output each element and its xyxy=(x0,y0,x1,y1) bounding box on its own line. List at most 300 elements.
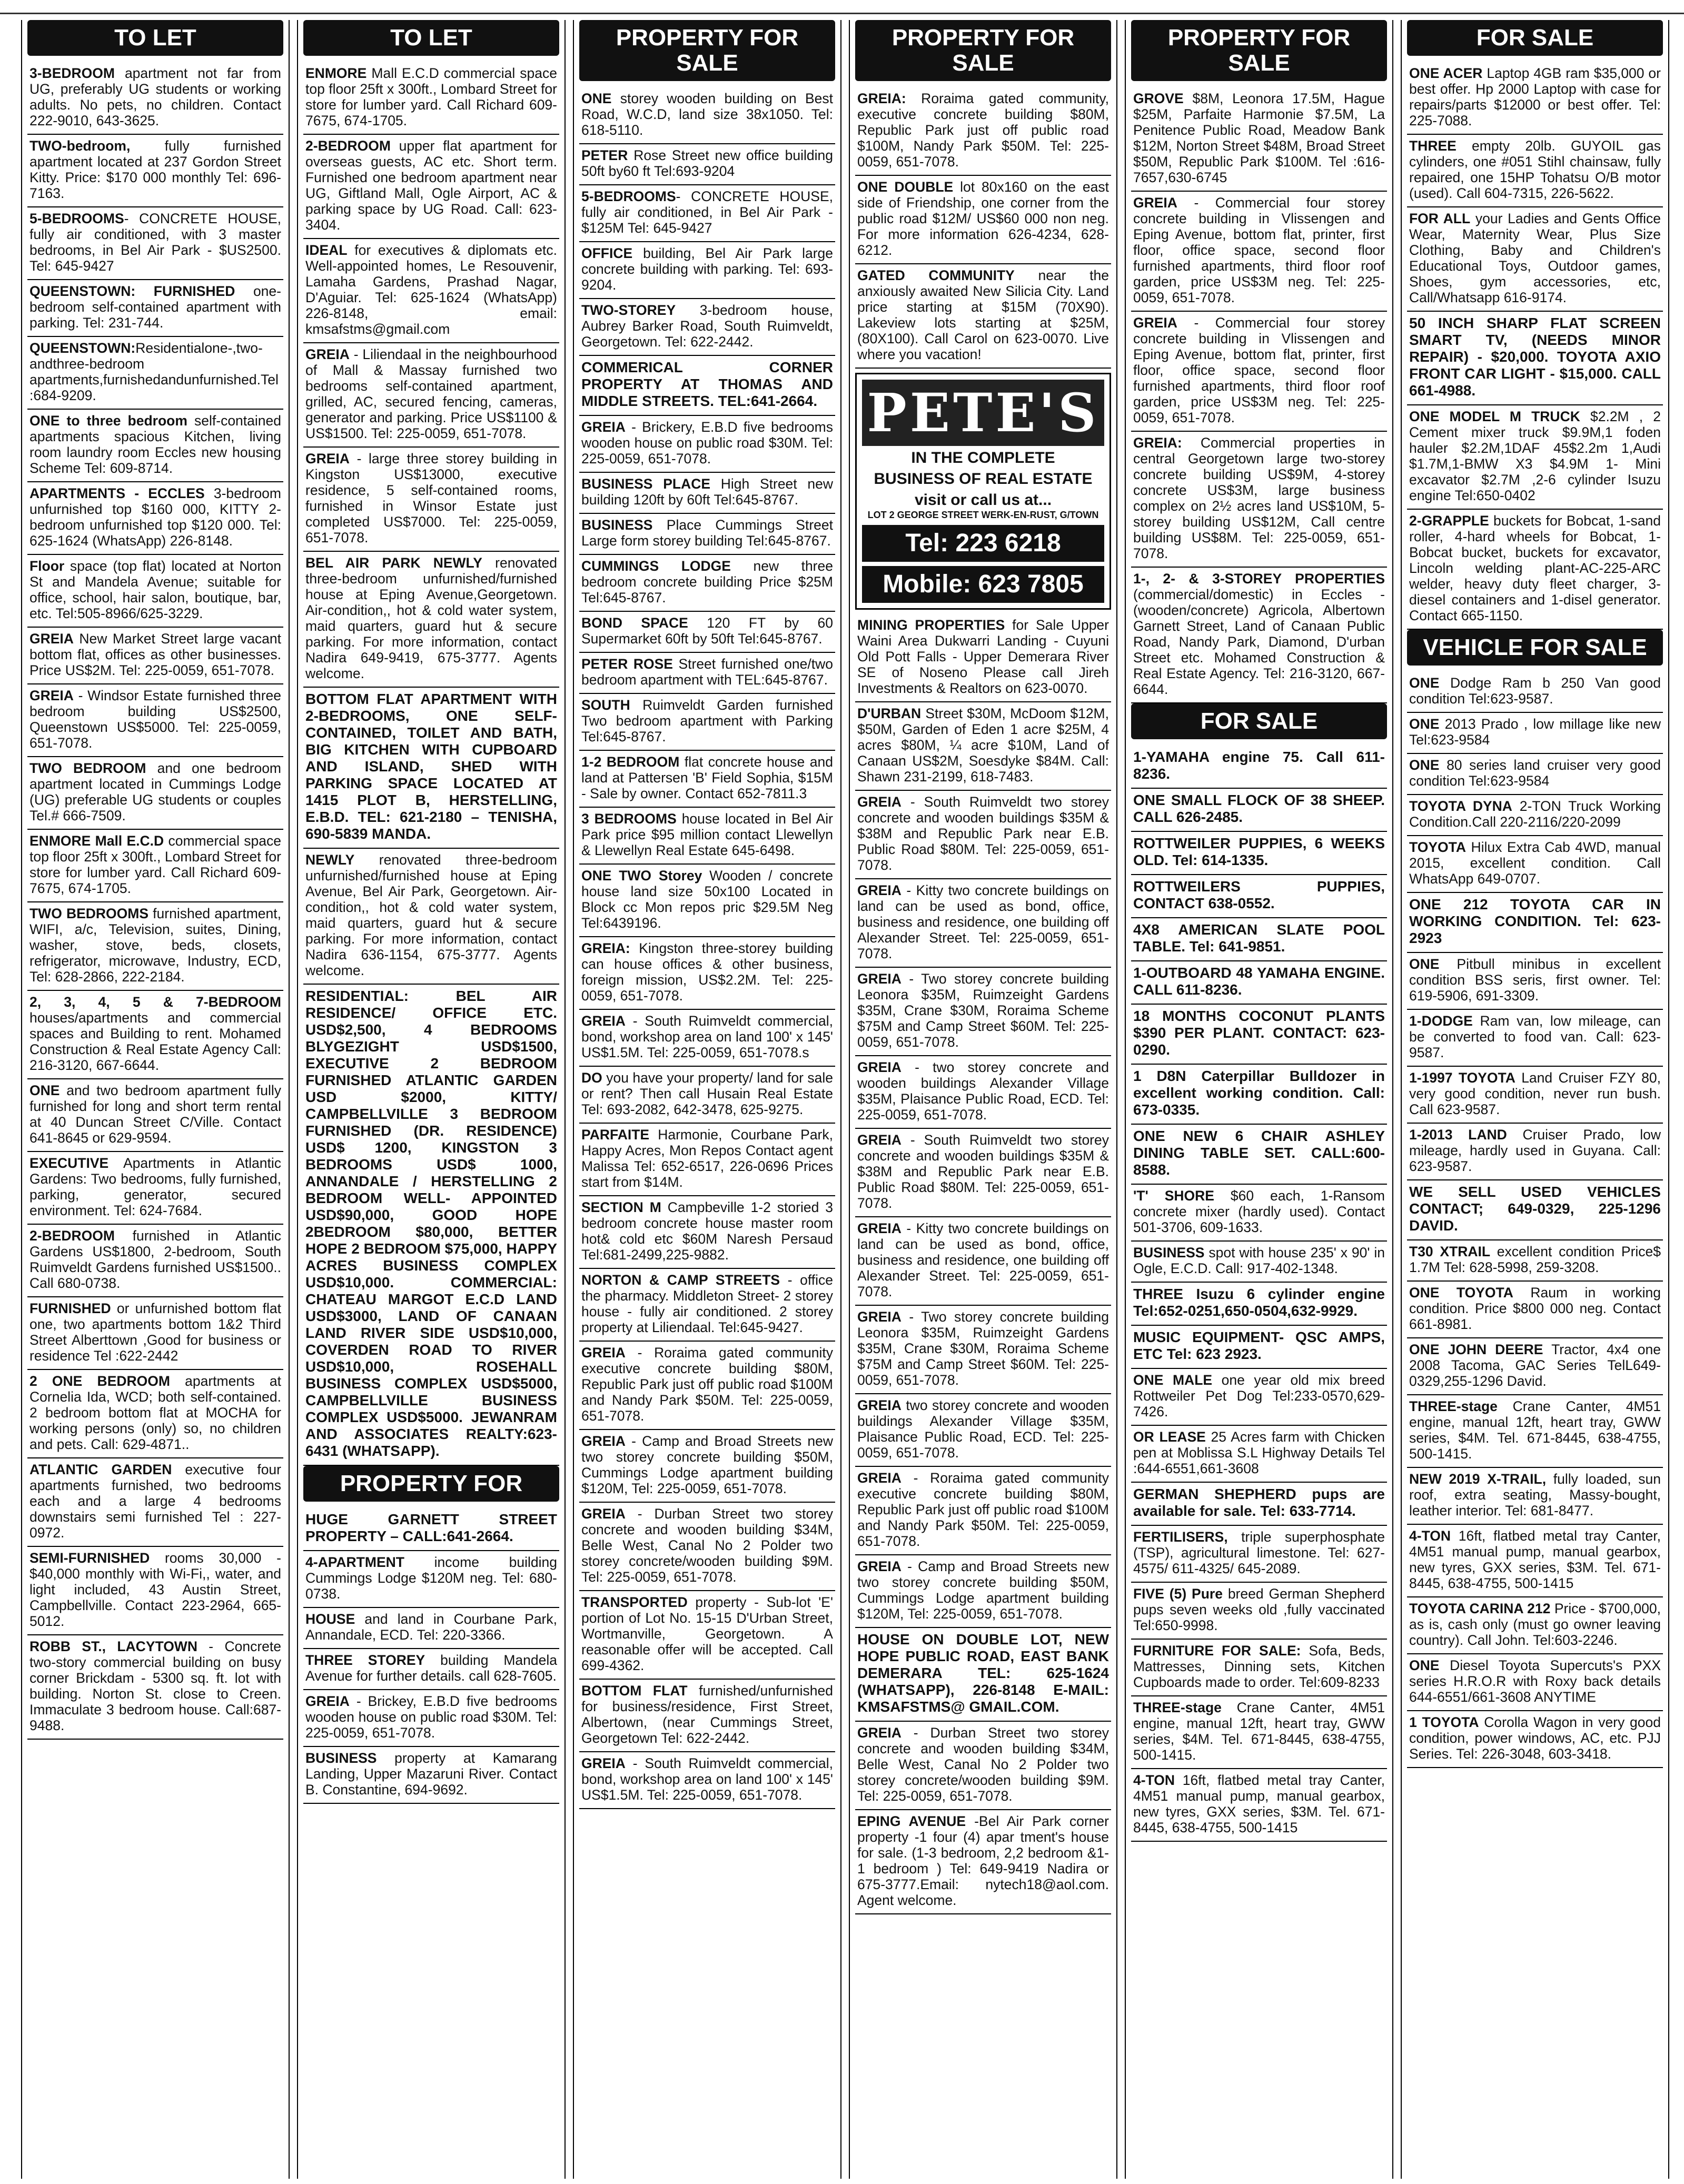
ad-lead: HOUSE xyxy=(305,1611,355,1627)
ad-text: 16ft, flatbed metal tray Canter, 4M51 manual pump, manual gearbox, new tyres, GXX series, $3M. Tel. 671-8445, 638-4755, 500-1415 xyxy=(1133,1772,1385,1835)
ad-lead: Floor xyxy=(29,558,65,574)
ad-lead: QUEENSTOWN: xyxy=(29,340,136,356)
classified-ad xyxy=(855,791,1111,879)
ad-lead: FOR ALL xyxy=(1409,211,1471,226)
ad-lead: GREIA xyxy=(305,346,350,362)
ad-lead: 50 INCH SHARP FLAT SCREEN SMART TV, (NEEDS MINOR REPAIR) - $20,000. TOYOTA AXIO FRONT CAR LIGHT - $15,000. CALL 661-4988. xyxy=(1409,315,1661,399)
classified-ad xyxy=(27,1370,283,1458)
ad-text: Place Cummings Street Large form storey building Tel:645-8767. xyxy=(581,517,833,549)
classified-ad xyxy=(303,849,559,985)
ad-lead: ENMORE xyxy=(305,65,367,81)
classified-ad xyxy=(1407,1124,1663,1180)
classified-ad xyxy=(27,410,283,482)
ad-lead: GREIA: xyxy=(1133,435,1182,451)
ad-text: property - Sub-lot 'E' portion of Lot No. 15-15 D'Urban Street, Wortmanville, Georgetown. A reasonable offer will be accepted. Call 699-4362. xyxy=(581,1594,833,1673)
ad-lead: GREIA xyxy=(857,794,902,810)
section-header: PROPERTY FOR SALE xyxy=(1131,20,1387,81)
classified-ad xyxy=(579,1503,835,1591)
ad-text: - South Ruimveldt commercial, bond, workshop area on land 100' x 145' US$1.5M. Tel: 225-0059, 651-7078.s xyxy=(581,1013,833,1060)
column-to-let-1 xyxy=(21,20,290,2179)
ad-lead: SECTION M xyxy=(581,1199,661,1215)
ad-text: self-contained apartments spacious Kitchen, living room laundry room Eccles new housing Scheme Tel: 609-8714. xyxy=(29,413,281,476)
classified-ad xyxy=(303,239,559,343)
ad-lead: APARTMENTS - ECCLES xyxy=(29,485,205,501)
ad-text: Wooden / concrete house land size 50x100 Located in Block cc Mon repos pric $29.5M Neg Tel:6439196. xyxy=(581,868,833,931)
column-property-for-sale-1 xyxy=(573,20,841,2179)
ad-lead: 18 MONTHS COCONUT PLANTS $390 PER PLANT. CONTACT: 623-0290. xyxy=(1133,1008,1385,1058)
ad-lead: GREIA xyxy=(29,631,74,647)
classified-ad xyxy=(1131,875,1387,918)
ad-lead: PETER ROSE xyxy=(581,656,673,672)
section-header: TO LET xyxy=(303,20,559,56)
ad-lead: OFFICE xyxy=(581,245,633,261)
ad-text: - South Ruimveldt two storey concrete and wooden buildings $35M & $38M and Republic Park near E.B. Public Road $80M. Tel: 225-0059, 651-7078. xyxy=(857,1132,1109,1211)
ad-lead: THREE Isuzu 6 cylinder engine Tel:652-0251,650-0504,632-9929. xyxy=(1133,1286,1385,1319)
ad-lead: 3-BEDROOM xyxy=(29,65,115,81)
ad-text: space (top flat) located at Norton St and Mandela Avenue; suitable for office, school, hair salon, boutique, bar, etc. Tel:505-8966/625-3229. xyxy=(29,558,281,621)
ad-lead: TRANSPORTED xyxy=(581,1594,688,1610)
ad-text: - Camp and Broad Streets new two storey concrete building $50M, Cummings Lodge apartment building $120M, Tel: 225-0059, 651-7078. xyxy=(857,1558,1109,1622)
ad-text: - Liliendaal in the neighbourhood of Mall & Massay furnished two bedrooms self-contained apartment, grilled, AC, secured fencing, cameras, generator and parking. Price US$1100 & US$1500. Tel: 225-0059, 651-7078. xyxy=(305,346,557,441)
ad-lead: 5-BEDROOMS xyxy=(29,211,124,226)
ad-lead: BOTTOM FLAT xyxy=(581,1683,688,1699)
ad-lead: ONE NEW 6 CHAIR ASHLEY DINING TABLE SET. CALL:600-8588. xyxy=(1133,1128,1385,1178)
ad-lead: MINING PROPERTIES xyxy=(857,617,1005,633)
ad-text: or unfurnished bottom flat one, two apartments bottom 1&2 Third Street Alberttown ,Good for business or residence Tel :622-2442 xyxy=(29,1301,281,1364)
classified-ad xyxy=(579,1067,835,1124)
ad-lead: GATED COMMUNITY xyxy=(857,267,1015,283)
ad-text: Pitbull minibus in excellent condition BSS seris, first owner. Tel: 619-5906, 691-3309. xyxy=(1409,956,1661,1004)
classified-ad xyxy=(303,688,559,849)
ad-lead: OR LEASE xyxy=(1133,1429,1206,1445)
ad-text: 120 FT by 60 Supermarket 60ft by 50ft Tel:645-8767. xyxy=(581,615,833,647)
classified-ad xyxy=(855,1306,1111,1394)
ad-lead: 1-1997 TOYOTA xyxy=(1409,1070,1515,1086)
classified-ad xyxy=(303,1649,559,1690)
ad-text: renovated three-bedroom unfurnished/furnished house at Eping Avenue,Georgetown. Air-condition,, hot & cold water system, maid quarters, guard hut & secure parking. For more information, contact Nadira 649-9419, 675-3777. Agents welcome. xyxy=(305,555,557,681)
ad-lead: ONE xyxy=(581,91,612,106)
ad-lead: 3 BEDROOMS xyxy=(581,811,677,827)
classified-ad xyxy=(855,702,1111,791)
ad-lead: ROBB ST., LACYTOWN xyxy=(29,1639,197,1654)
ad-lead: RESIDENTIAL: BEL AIR RESIDENCE/ OFFICE ETC. USD$2,500, 4 BEDROOMS BLYGEZIGHT USD$1500, EXECUTIVE 2 BEDROOM FURNISHED ATLANTIC GARDEN USD $2000, KITTY/ CAMPBELLVILLE 3 BEDROOM FURNISHED (DR. RESIDENCE) USD$ 1200, KINGSTON 3 BEDROOMS USD$ 1000, ANNANDALE / HERSTELLING 2 BEDROOM WELL- APPOINTED USD$90,000, GOOD HOPE 2BEDROOM $80,000, BETTER HOPE 2 BEDROOM $75,000, HAPPY ACRES BUSINESS COMPLEX USD$10,000. COMMERCIAL: CHATEAU MARGOT E.C.D LAND USD$3000, LAND OF CANAAN LAND RIVER SIDE USD$10,000, COVERDEN ROAD TO RIVER USD$10,000, ROSEHALL BUSINESS COMPLEX USD$5000, CAMPBELLVILLE BUSINESS COMPLEX USD$5000. JEWANRAM AND ASSOCIATES REALTY:623-6431 (WHATSAPP). xyxy=(305,988,557,1459)
ad-text: buckets for Bobcat, 1-sand roller, 4-hard wheels for Bobcat, 1-Bobcat bucket, buckets for excavator, Lincoln welding plant-AC-225-ARC welder, heavy duty fleet charger, 3-diesel containers and 1-disel generator. Contact 665-1150. xyxy=(1409,513,1661,623)
classified-ad xyxy=(855,1129,1111,1217)
ad-text: - two storey concrete and wooden buildings Alexander Village $35M, Plaisance Public Road, ECD. Tel: 225-0059, 651-7078. xyxy=(857,1059,1109,1123)
classified-ad xyxy=(1131,1185,1387,1242)
classified-ad xyxy=(27,1635,283,1740)
classified-ad xyxy=(579,1752,835,1809)
ad-text: empty 20lb. GUYOIL gas cylinders, one #051 Stihl chainsaw, fully repaired, one 15HP Tohatsu O/B motor (used). Call 604-7315, 226-5622. xyxy=(1409,138,1661,201)
classified-ad xyxy=(579,1342,835,1430)
ad-lead: BOTTOM FLAT APARTMENT WITH 2-BEDROOMS, ONE SELF-CONTAINED, TOILET AND BATH, BIG KITCHEN WITH CUPBOARD AND ISLAND, SHED WITH PARKING SPACE LOCATED AT 1415 PLOT B, HERSTELLING, E.B.D. TEL: 621-2180 – TENISHA, 690-5839 MANDA. xyxy=(305,691,557,842)
ad-lead: CUMMINGS LODGE xyxy=(581,558,731,574)
ad-text: Crane Canter, 4M51 engine, manual 12ft, heart tray, GWW series, $4M. Tel. 671-8445, 638-4755, 500-1415. xyxy=(1409,1398,1661,1462)
ad-lead: BUSINESS PLACE xyxy=(581,476,711,492)
column-property-for-sale-3 xyxy=(1125,20,1393,2179)
classified-ad xyxy=(303,552,559,688)
ad-lead: HUGE GARNETT STREET PROPERTY – CALL:641-2664. xyxy=(305,1511,557,1544)
ad-text: - Two storey concrete building Leonora $35M, Ruimzeight Gardens $35M, Crane $30M, Roraima Scheme $75M and Camp Street $60M. Tel: 225-0059, 651-7078. xyxy=(857,1309,1109,1388)
ad-text: Tractor, 4x4 one 2008 Tacoma, GAC Series TelL649-0329,255-1296 David. xyxy=(1409,1342,1661,1389)
ad-text: Apartments in Atlantic Gardens: Two bedrooms, fully furnished, parking, generator, secured environment. Tel: 624-7684. xyxy=(29,1155,281,1218)
classified-ad xyxy=(855,1628,1111,1722)
section-header: PROPERTY FOR SALE xyxy=(855,20,1111,81)
ad-lead: GREIA xyxy=(857,1558,902,1574)
ad-text: apartments at Cornelia Ida, WCD; both self-contained. 2 bedroom bottom flat at MOCHA for working persons (only) so, no children and pets. Call: 629-4871.. xyxy=(29,1373,282,1452)
classified-ad xyxy=(579,242,835,299)
ad-lead: FIVE (5) Pure xyxy=(1133,1586,1223,1602)
ad-lead: GREIA xyxy=(305,451,350,466)
classified-ad xyxy=(579,937,835,1010)
ad-text: furnished/unfurnished for business/residence, First Street, Albertown, (near Cummings Street, Georgetown Tel: 622-2442. xyxy=(581,1683,833,1746)
ad-lead: TWO BEDROOM xyxy=(29,760,146,776)
classified-ad xyxy=(1407,754,1663,795)
classified-ad xyxy=(1131,918,1387,961)
ad-text: flat concrete house and land at Pattersen 'B' Field Sophia, $15M - Sale by owner. Contact 652-7811.3 xyxy=(581,754,834,801)
classified-ad xyxy=(1407,312,1663,405)
classified-ad xyxy=(579,299,835,356)
classified-ad xyxy=(855,614,1111,702)
ad-lead: TOYOTA xyxy=(1409,839,1466,855)
ad-lead: EXECUTIVE xyxy=(29,1155,109,1171)
ad-text: Sofa, Beds, Mattresses, Dinning sets, Kitchen Cupboards made to order. Tel:609-8233 xyxy=(1133,1643,1385,1690)
classified-ad xyxy=(579,751,835,808)
ad-lead: GREIA xyxy=(857,1059,902,1075)
classified-ad xyxy=(1131,432,1387,568)
ad-text: upper flat apartment for overseas guests, AC etc. Short term. Furnished one bedroom apartment near UG, Giftland Mall, Ogle Airport, AC & parking space by UG Road. Call: 623-3404. xyxy=(305,138,557,233)
ad-text: 3-bedroom house, Aubrey Barker Road, South Ruimveldt, Georgetown. Tel: 622-2442. xyxy=(581,302,833,350)
ad-text: Kingston three-storey building can house offices & other business, foreign mission, US$2.2M. Tel: 225-0059, 651-7078. xyxy=(581,940,833,1004)
ad-lead: NORTON & CAMP STREETS xyxy=(581,1272,780,1288)
ad-lead: QUEENSTOWN: FURNISHED xyxy=(29,283,235,299)
ad-text: Hilux Extra Cab 4WD, manual 2015, excellent condition. Call WhatsApp 649-0707. xyxy=(1409,839,1661,887)
ad-lead: T30 XTRAIL xyxy=(1409,1244,1491,1259)
classified-columns xyxy=(21,20,1669,2179)
classified-ad xyxy=(1131,746,1387,789)
classified-ad xyxy=(1407,1010,1663,1067)
ad-lead: 5-BEDROOMS xyxy=(581,188,676,204)
ad-lead: 1-YAMAHA engine 75. Call 611-8236. xyxy=(1133,749,1385,782)
ad-text: storey wooden building on Best Road, W.C.D, land size 38x1050. Tel: 618-5110. xyxy=(581,91,833,138)
ad-text: executive four apartments furnished, two bedrooms each and a large 4 bedrooms downstairs semi furnished Tel : 227-0972. xyxy=(29,1462,281,1541)
ad-text: $60 each, 1-Ransom concrete mixer (hardly used). Contact 501-3706, 609-1633. xyxy=(1133,1188,1385,1235)
ad-text: - office the pharmacy. Middleton Street- 2 storey house - fully air conditioned. 2 storey property at Liliendaal. Tel:645-9427. xyxy=(581,1272,833,1335)
classified-ad xyxy=(1131,1125,1387,1185)
ad-text: near the anxiously awaited New Silicia City. Land price starting at $15M (70X90). Lakeview lots starting at $25M, (80X100). Call Carol on 623-0070. Live where you vacation! xyxy=(857,267,1109,362)
section-header: FOR SALE xyxy=(1131,703,1387,739)
ad-lead: 1-, 2- & 3-STOREY PROPERTIES xyxy=(1133,571,1385,587)
classified-ad xyxy=(579,808,835,865)
ad-text: New Market Street large vacant bottom flat, offices as other businesses. Price US$2M. Tel: 225-0059, 651-7078. xyxy=(29,631,281,678)
classified-ad xyxy=(1407,510,1663,630)
petes-address: LOT 2 GEORGE STREET WERK-EN-RUST, G/TOWN xyxy=(867,510,1099,520)
ad-lead: THREE xyxy=(1409,138,1457,154)
classified-ad xyxy=(855,1722,1111,1810)
classified-ad xyxy=(1131,1526,1387,1583)
ad-lead: ENMORE Mall E.C.D xyxy=(29,833,164,849)
ad-text: Raum in working condition. Price $800 000 neg. Contact 661-8981. xyxy=(1409,1285,1661,1332)
ad-text: - Camp and Broad Streets new two storey concrete building $50M, Cummings Lodge apartment building $120M, Tel: 225-0059, 651-7078. xyxy=(581,1433,833,1496)
classified-ad xyxy=(855,1217,1111,1306)
ad-text: fully loaded, sun roof, extra seating, Massy-bought, leather interior. Tel: 681-8477. xyxy=(1409,1471,1661,1518)
ad-text: 2-TON Truck Working Condition.Call 220-2116/220-2099 xyxy=(1409,798,1661,830)
classified-ad xyxy=(27,207,283,280)
ad-lead: D'URBAN xyxy=(857,706,922,721)
classified-ad xyxy=(27,830,283,902)
ad-text: - Durban Street two storey concrete and wooden building $34M, Belle West, Canal No 2 Polder two storey concrete/wooden building $9M. Tel: 225-0059, 651-7078. xyxy=(857,1725,1109,1804)
classified-ad xyxy=(579,144,835,185)
ad-text: property at Kamarang Landing, Upper Mazaruni River. Contact B. Constantine, 694-9692. xyxy=(305,1750,557,1798)
classified-ad xyxy=(1131,87,1387,192)
ad-text: one-bedroom self-contained apartment with parking. Tel: 231-744. xyxy=(29,283,281,331)
ad-text: - Brickey, E.B.D five bedrooms wooden house on public road $30M. Tel: 225-0059, 651-7078. xyxy=(305,1693,557,1741)
ad-lead: GREIA xyxy=(857,971,902,987)
ad-lead: GREIA xyxy=(305,1693,350,1709)
classified-ad xyxy=(27,628,283,684)
ad-text: renovated three-bedroom unfurnished/furnished house at Eping Avenue, Bel Air Park, Georgetown. Air-condition,, hot & cold water system, maid quarters, guard hut & secure parking. For more information, contact Nadira 636-1154, 675-3777. Agents welcome. xyxy=(305,852,557,978)
ad-lead: DO xyxy=(581,1070,602,1086)
classified-ad xyxy=(1131,1640,1387,1696)
ad-text: - South Ruimveldt two storey concrete and wooden buildings $35M & $38M and Republic Park near E.B. Public Road $80M. Tel: 225-0059, 651-7078. xyxy=(857,794,1109,873)
ad-text: Mall E.C.D commercial space top floor 25ft x 300ft., Lombard Street for store for lumber yard. Call Richard 609-7675, 674-1705. xyxy=(305,65,557,128)
classified-ad xyxy=(303,985,559,1466)
ad-lead: GREIA xyxy=(857,1470,902,1486)
ad-lead: GREIA xyxy=(1133,195,1177,211)
classified-ad xyxy=(303,62,559,135)
ad-lead: 2, 3, 4, 5 & 7-BEDROOM xyxy=(29,994,281,1010)
classified-ad xyxy=(27,62,283,135)
classified-ad xyxy=(579,1269,835,1342)
classified-ad xyxy=(1131,1769,1387,1842)
ad-lead: 1-OUTBOARD 48 YAMAHA ENGINE. CALL 611-8236. xyxy=(1133,965,1385,998)
ad-lead: 2 ONE BEDROOM xyxy=(29,1373,170,1389)
petes-tagline: BUSINESS OF REAL ESTATE xyxy=(874,470,1093,488)
section-header: PROPERTY FOR SALE xyxy=(579,20,835,81)
ad-text: commercial space top floor 25ft x 300ft., Lombard Street for store for lumber yard. Call Richard 609-7675, 674-1705. xyxy=(29,833,281,896)
classified-ad xyxy=(855,264,1111,369)
classified-ad xyxy=(303,448,559,552)
ad-text: two storey concrete and wooden buildings Alexander Village $35M, Plaisance Public Road, ECD. Tel: 225-0059, 651-7078. xyxy=(857,1397,1109,1461)
ad-text: houses/apartments and commercial spaces and Building to rent. Mohamed Construction & Real Estate Agency Call: 216-3120, 667-6644. xyxy=(29,1010,281,1073)
ad-lead: ONE 212 TOYOTA CAR IN WORKING CONDITION. Tel: 623-2923 xyxy=(1409,896,1661,946)
classified-ad xyxy=(27,757,283,830)
classified-ad xyxy=(1407,1395,1663,1468)
ad-lead: 'T' SHORE xyxy=(1133,1188,1214,1204)
ad-lead: COMMERICAL CORNER PROPERTY AT THOMAS AND MIDDLE STREETS. TEL:641-2664. xyxy=(581,359,833,409)
petes-real-estate-ad xyxy=(855,373,1111,610)
ad-lead: GREIA: xyxy=(857,91,906,106)
classified-ad xyxy=(579,865,835,937)
classified-ad xyxy=(1131,1283,1387,1326)
column-to-let-2 xyxy=(297,20,566,2179)
column-property-for-sale-2 xyxy=(849,20,1117,2179)
classified-ad xyxy=(1131,568,1387,703)
ad-lead: GREIA xyxy=(857,1397,902,1413)
ad-text: and land in Courbane Park, Annandale, ECD. Tel: 220-3366. xyxy=(305,1611,557,1643)
classified-ad xyxy=(579,185,835,242)
ad-lead: FURNISHED xyxy=(29,1301,111,1316)
ad-text: - CONCRETE HOUSE, fully air conditioned, with 3 master bedrooms, in Bel Air Park - $US2500. Tel: 645-9427 xyxy=(29,211,281,274)
ad-text: 2013 Prado , low millage like new Tel:623-9584 xyxy=(1409,716,1661,748)
ad-text: $8M, Leonora 17.5M, Hague $25M, Parfaite Harmonie $7.5M, La Penitence Public Road, Meadow Bank $12M, Norton Street $48M, Broad Street $50M, Republic Park $100M. Tel :616-7657,630-6745 xyxy=(1133,91,1385,185)
ad-lead: 4X8 AMERICAN SLATE POOL TABLE. Tel: 641-9851. xyxy=(1133,921,1385,955)
classified-ad xyxy=(855,1467,1111,1555)
ad-text: Diesel Toyota Supercuts's PXX series H.R.O.R with Roxy back details 644-6551/661-3608 ANYTIME xyxy=(1409,1657,1661,1705)
ad-text: you have your property/ land for sale or rent? Then call Husain Real Estate Tel: 693-2082, 642-3478, 625-9275. xyxy=(581,1070,833,1117)
ad-lead: BUSINESS xyxy=(305,1750,377,1766)
ad-lead: GREIA xyxy=(581,419,626,435)
ad-lead: BEL AIR PARK NEWLY xyxy=(305,555,482,571)
ad-text: Street furnished one/two bedroom apartment with TEL:645-8767. xyxy=(581,656,833,688)
ad-lead: TOYOTA DYNA xyxy=(1409,798,1512,814)
classified-ad xyxy=(579,1010,835,1067)
ad-lead: THREE-stage xyxy=(1133,1700,1222,1715)
classified-ad xyxy=(579,612,835,653)
ad-text: 80 series land cruiser very good condition Tel:623-9584 xyxy=(1409,757,1661,789)
ad-lead: ONE to three bedroom xyxy=(29,413,187,429)
ad-lead: TWO BEDROOMS xyxy=(29,906,149,921)
classified-ad xyxy=(1407,1338,1663,1395)
classified-ad xyxy=(27,1225,283,1297)
ad-lead: 1 TOYOTA xyxy=(1409,1714,1479,1730)
ad-text: and one bedroom apartment located in Cummings Lodge (UG) preferable UG students or couples Tel.# 666-7509. xyxy=(29,760,282,823)
ad-lead: 2-BEDROOM xyxy=(305,138,391,154)
classified-ad xyxy=(303,343,559,448)
classified-ad xyxy=(1131,1583,1387,1640)
ad-text: 16ft, flatbed metal tray Canter, 4M51 manual pump, manual gearbox, new tyres, GXX series, $3M. Tel. 671-8445, 638-4755, 500-1415 xyxy=(1409,1528,1661,1591)
classified-ad xyxy=(27,555,283,628)
ad-text: Land Cruiser FZY 80, very good condition, never run bush. Call 623-9587. xyxy=(1409,1070,1661,1117)
classified-ad xyxy=(579,1124,835,1196)
ad-lead: GREIA xyxy=(857,882,902,898)
ad-lead: 1-DODGE xyxy=(1409,1013,1473,1029)
ad-lead: THREE STOREY xyxy=(305,1652,425,1668)
column-for-sale-vehicles xyxy=(1401,20,1669,2179)
ad-lead: 2-BEDROOM xyxy=(29,1228,115,1244)
ad-text: - Two storey concrete building Leonora $35M, Ruimzeight Gardens $35M, Crane $30M, Roraima Scheme $75M and Camp Street $60M. Tel: 225-0059, 651-7078. xyxy=(857,971,1109,1050)
classified-ad xyxy=(579,1430,835,1503)
ad-lead: ROTTWEILER PUPPIES, 6 WEEKS OLD. Tel: 614-1335. xyxy=(1133,835,1385,868)
ad-lead: TWO-bedroom, xyxy=(29,138,131,154)
ad-text: Laptop 4GB ram $35,000 or best offer. Hp 2000 Laptop with case for repairs/parts $12000 or best offer. Tel: 225-7088. xyxy=(1409,65,1661,128)
classified-ad xyxy=(579,694,835,751)
ad-text: your Ladies and Gents Office Wear, Maternity Wear, Plus Size Clothing, Baby and Children's Educational Toys, Outdoor games, Shoes, gym accessories, etc, Call/Whatsapp 616-9174. xyxy=(1409,211,1661,305)
ad-lead: ONE TOYOTA xyxy=(1409,1285,1513,1301)
ad-lead: 4-TON xyxy=(1133,1772,1175,1788)
ad-lead: 4-TON xyxy=(1409,1528,1451,1544)
ad-lead: GREIA xyxy=(857,1725,902,1741)
classified-ad xyxy=(1407,1180,1663,1240)
ad-text: 25 Acres farm with Chicken pen at Moblissa S.L Highway Details Tel :644-6551,661-3608 xyxy=(1133,1429,1385,1476)
classified-ad xyxy=(579,1680,835,1752)
ad-lead: MUSIC EQUIPMENT- QSC AMPS, ETC Tel: 623 2923. xyxy=(1133,1329,1385,1362)
ad-lead: ONE TWO Storey xyxy=(581,868,702,883)
ad-text: and two bedroom apartment fully furnished for long and short term rental at 40 Duncan Street C/Ville. Contact 641-8645 or 629-9594. xyxy=(29,1083,281,1146)
classified-ad xyxy=(1131,789,1387,832)
ad-lead: SEMI-FURNISHED xyxy=(29,1550,150,1566)
ad-text: Dodge Ram b 250 Van good condition Tel:623-9587. xyxy=(1409,675,1661,707)
classified-ad xyxy=(1131,1369,1387,1426)
classified-ad xyxy=(1407,1711,1663,1768)
classified-ad xyxy=(579,1196,835,1269)
ad-text: excellent condition Price$ 1.7M Tel: 628-5998, 259-3208. xyxy=(1409,1244,1661,1275)
classified-ad xyxy=(1131,1242,1387,1283)
ad-text: lot 80x160 on the east side of Friendship, one corner from the public road $12M/ US$60 000 non neg. For more information 626-4234, 628-6212. xyxy=(857,179,1109,258)
ad-text: rooms 30,000 - $40,000 monthly with Wi-Fi,, water, and light included, 43 Austin Street, Campbellville. Contact 223-2964, 665-5012. xyxy=(29,1550,281,1629)
ad-text: - Durban Street two storey concrete and wooden building $34M, Belle West, Canal No 2 Polder two storey concrete/wooden building $9M. Tel: 225-0059, 651-7078. xyxy=(581,1506,833,1585)
ad-lead: GREIA xyxy=(1133,315,1177,331)
ad-lead: NEWLY xyxy=(305,852,355,868)
classified-ad xyxy=(1407,1468,1663,1525)
ad-text: - South Ruimveldt commercial, bond, workshop area on land 100' x 145' US$1.5M. Tel: 225-0059, 651-7078. xyxy=(581,1755,833,1803)
petes-mobile: Mobile: 623 7805 xyxy=(862,566,1104,603)
ad-lead: ONE xyxy=(1409,716,1440,732)
ad-lead: GREIA xyxy=(857,1309,902,1325)
classified-ad xyxy=(303,1508,559,1551)
page-top-rule xyxy=(0,0,1684,14)
classified-ad xyxy=(1131,1005,1387,1065)
ad-lead: GREIA xyxy=(581,1345,626,1361)
ad-text: apartment not far from UG, preferably UG students or working adults. No pets, no children. Contact 222-9010, 643-3625. xyxy=(29,65,281,128)
ad-lead: GREIA: xyxy=(581,940,630,956)
ad-text: - Kitty two concrete buildings on land can be used as bond, office, business and residence, one building off Alexander Street. Tel: 225-0059, 651-7078. xyxy=(857,1220,1109,1299)
ad-lead: ONE MODEL M TRUCK xyxy=(1409,409,1580,424)
ad-lead: PETER xyxy=(581,147,628,163)
ad-text: for Sale Upper Waini Area Dukwarri Landing - Cuyuni Old Pott Falls - Upper Demerara River SE of Noseno Please call Jireh Investments & Realtors on 623-0070. xyxy=(857,617,1109,696)
ad-text: - Kitty two concrete buildings on land can be used as bond, office, business and residence, one building off Alexander Street. Tel: 225-0059, 651-7078. xyxy=(857,882,1109,961)
ad-lead: TOYOTA CARINA 212 xyxy=(1409,1601,1551,1616)
ad-text: - Commercial four storey concrete building in Vlissengen and Eping Avenue, bottom flat, printer, first floor, office space, second floor furnished apartments, third floor roof garden, price US$3M neg. Tel: 225-0059, 651-7078. xyxy=(1133,315,1385,425)
ad-text: Commercial properties in central Georgetown large two-storey concrete building US$9M, 4-storey concrete US$3M, large business complex on 2½ acres land US$10M, 5-storey building US$12M, Call centre building US$8M. Tel: 225-0059, 651-7078. xyxy=(1133,435,1385,561)
classified-ad xyxy=(1131,961,1387,1005)
classified-ad xyxy=(1131,1065,1387,1125)
ad-lead: FURNITURE FOR SALE: xyxy=(1133,1643,1301,1659)
ad-lead: 1-2013 LAND xyxy=(1409,1127,1507,1143)
ad-lead: ONE xyxy=(1409,956,1440,972)
ad-lead: NEW 2019 X-TRAIL, xyxy=(1409,1471,1547,1487)
ad-text: - Brickery, E.B.D five bedrooms wooden house on public road $30M. Tel: 225-0059, 651-7078. xyxy=(581,419,833,466)
classified-ad xyxy=(1131,1326,1387,1369)
classified-ad xyxy=(1131,832,1387,875)
ad-text: triple superphosphate (TSP), agricultural limestone. Tel: 627-4575/ 611-4325/ 645-2089. xyxy=(1133,1529,1385,1576)
ad-text: Ram van, low mileage, can be converted to food van. Call: 623-9587. xyxy=(1409,1013,1661,1060)
classified-ad xyxy=(27,280,283,337)
classified-ad xyxy=(1407,1240,1663,1282)
classified-ad xyxy=(1131,192,1387,312)
ad-lead: ONE MALE xyxy=(1133,1372,1213,1388)
classified-ad xyxy=(579,514,835,555)
ad-text: Campbeville 1-2 storied 3 bedroom concrete house master room hot& cold etc $60M Naresh Persaud Tel:681-2499,225-9882. xyxy=(581,1199,833,1263)
classified-ad xyxy=(1407,135,1663,207)
ad-text: (commercial/domestic) in Eccles - (wooden/concrete) Agricola, Albertown Garnett Street, Land of Canaan Public Road, Nandy Park, Diamond, D'urban Street etc. Mohamed Construction & Real Estate Agency. Tel: 216-3120, 667-6644. xyxy=(1133,587,1385,697)
ad-lead: GERMAN SHEPHERD pups are available for sale. Tel: 633-7714. xyxy=(1133,1486,1385,1519)
ad-lead: BOND SPACE xyxy=(581,615,688,631)
ad-text: furnished apartment, WIFI, a/c, Television, suites, Dining, washer, stove, beds, closets, refrigerator, microwave, Industry, ECD, Tel: 628-2866, 222-2184. xyxy=(29,906,281,985)
classified-ad xyxy=(1131,1426,1387,1483)
ad-lead: ONE xyxy=(1409,1657,1440,1673)
ad-lead: ONE DOUBLE xyxy=(857,179,954,195)
ad-lead: BUSINESS xyxy=(581,517,653,533)
section-header: FOR SALE xyxy=(1407,20,1663,56)
classified-ad xyxy=(579,416,835,473)
ad-text: Street $30M, McDoom $12M, $50M, Garden of Eden 1 acre $25M, 4 acres $80M, ¼ acre $10M, Land of Canaan US$2M, Soesdyke $84M. Call: Shawn 231-2199, 618-7483. xyxy=(857,706,1109,785)
ad-text: - Windsor Estate furnished three bedroom building US$2500, Queenstown US$5000. Tel: 225-0059, 651-7078. xyxy=(29,688,281,751)
classified-ad xyxy=(1407,1597,1663,1654)
classified-ad xyxy=(579,473,835,514)
ad-lead: ONE xyxy=(29,1083,60,1098)
classified-ad xyxy=(1407,1282,1663,1338)
